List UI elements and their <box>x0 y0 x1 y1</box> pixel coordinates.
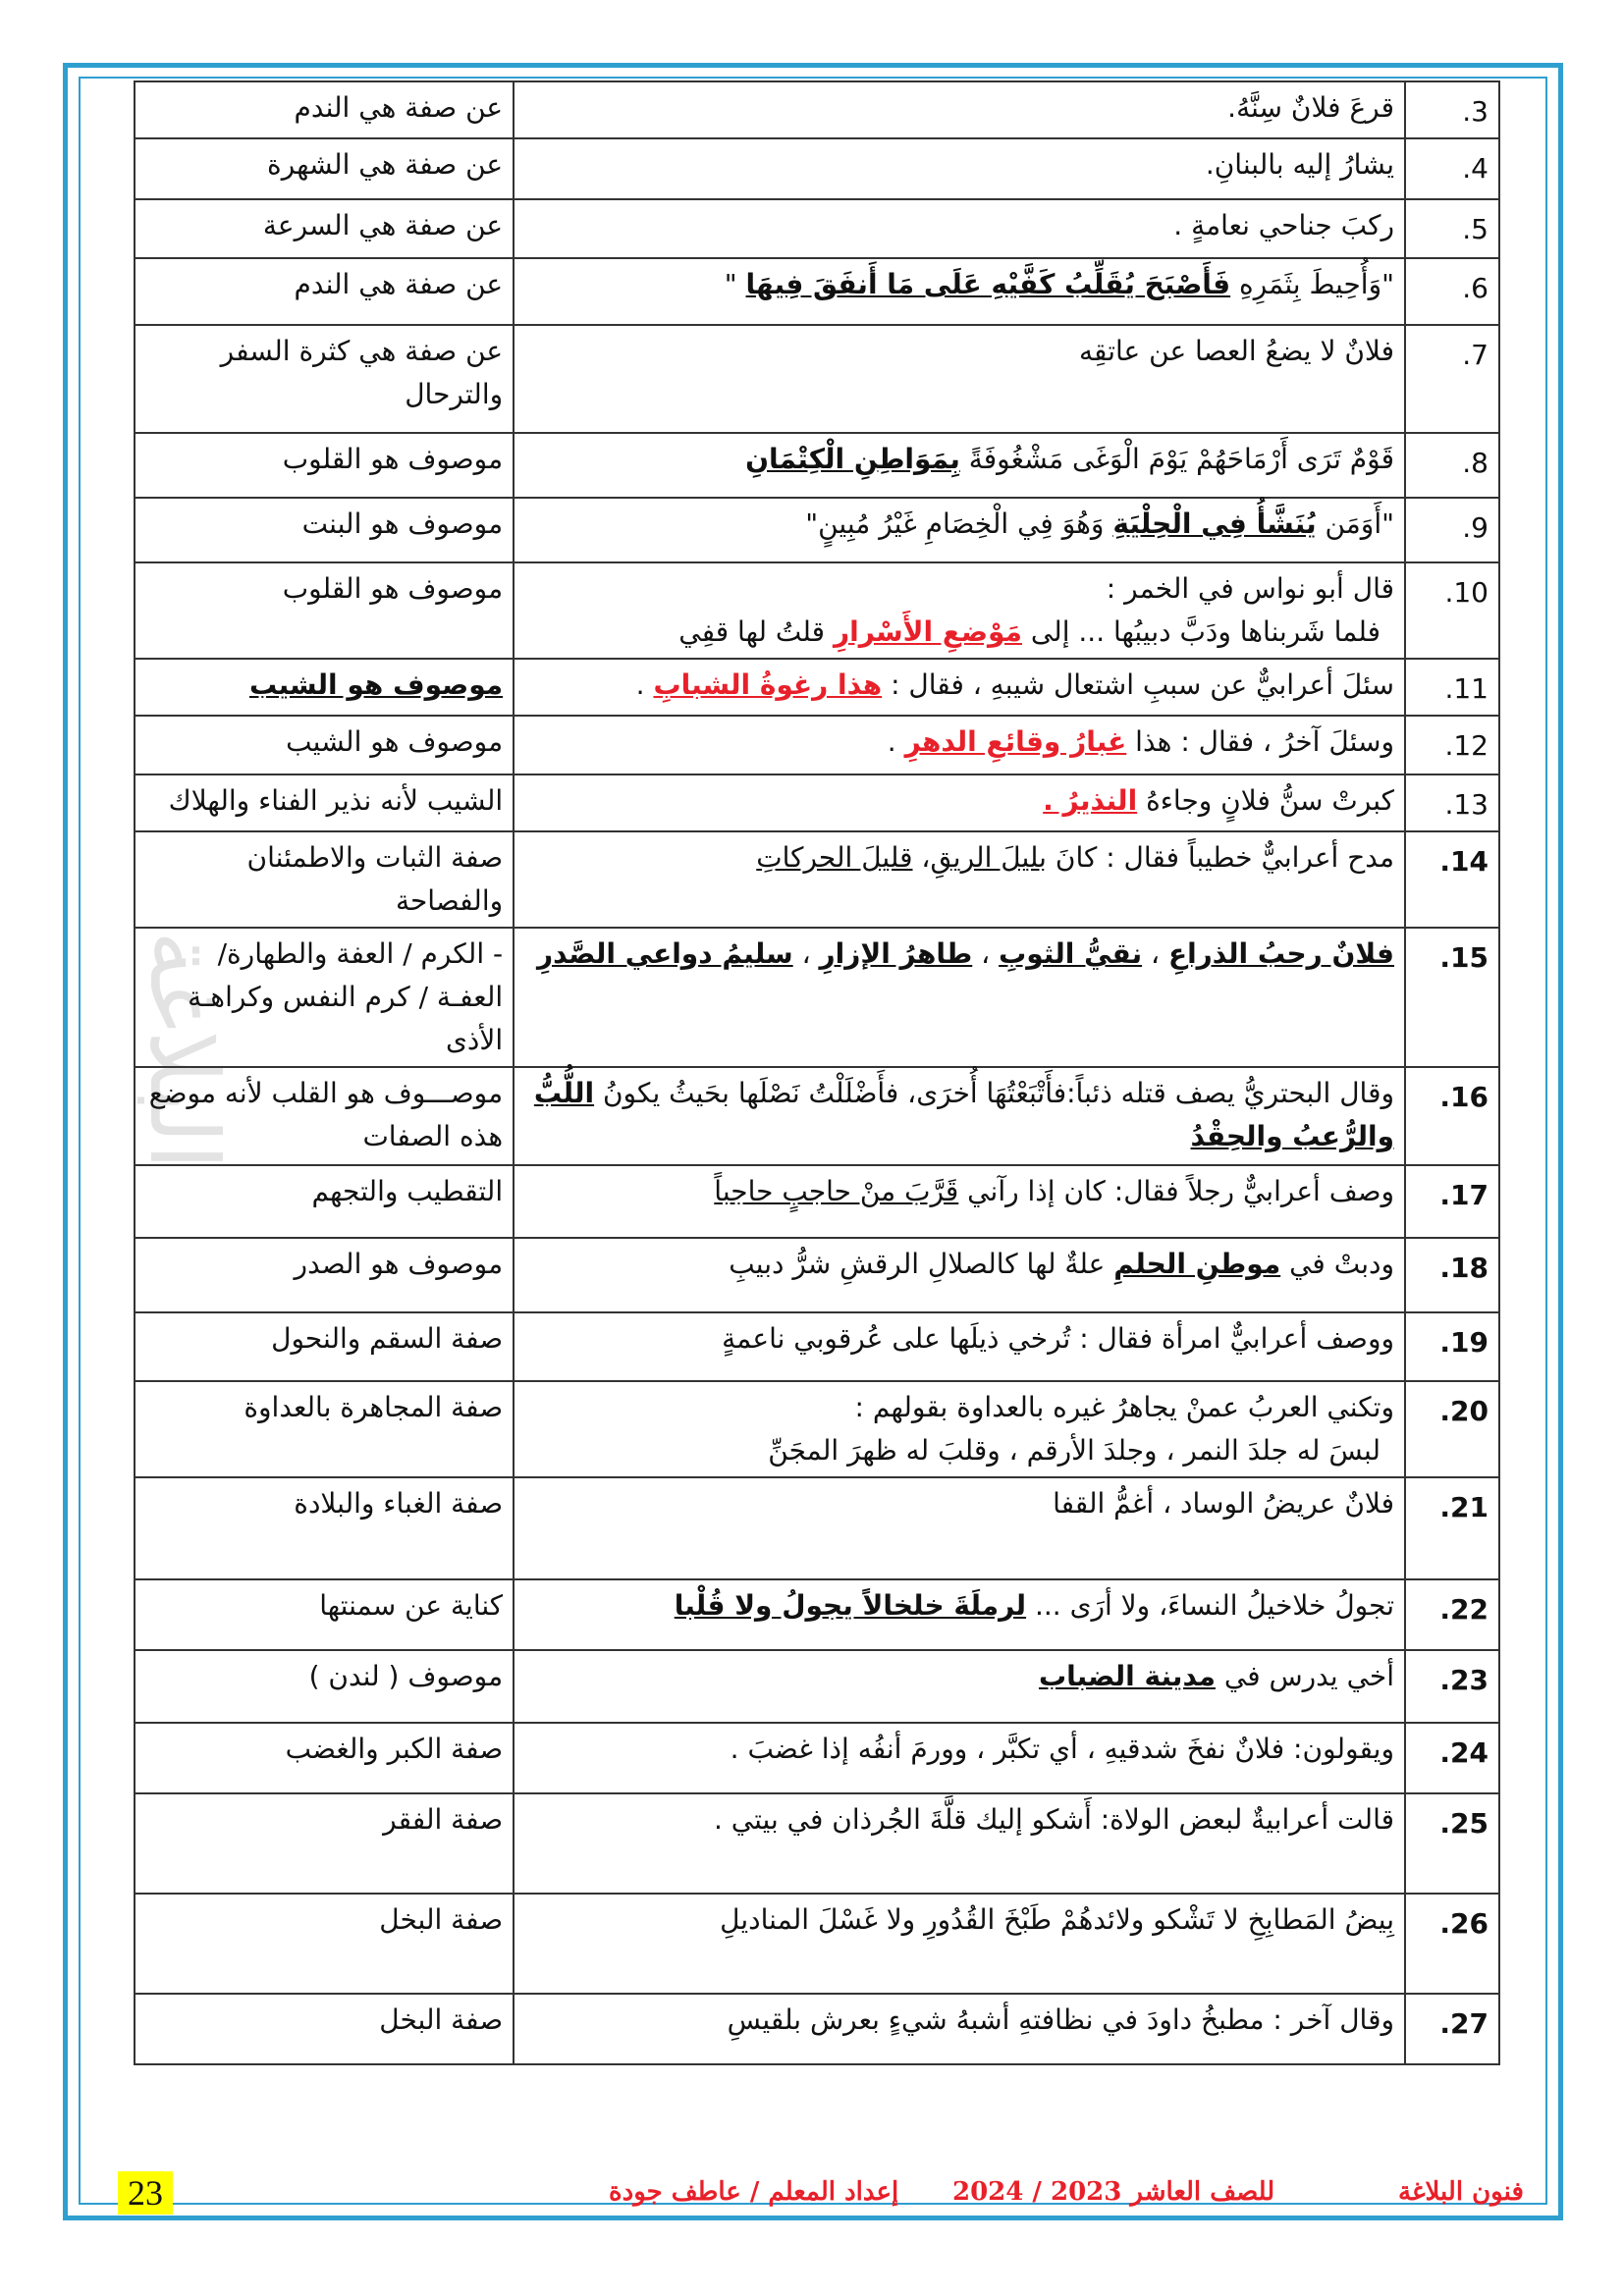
answer-cell <box>135 138 514 199</box>
example-text <box>524 1482 1394 1525</box>
example-text <box>524 1798 1394 1842</box>
example-cell <box>514 1312 1405 1381</box>
row-number: 19. <box>1405 1312 1499 1381</box>
example-text <box>524 143 1394 187</box>
row-number: 13. <box>1405 774 1499 831</box>
answer-cell <box>135 928 514 1067</box>
footer-subject: فنون البلاغة <box>1398 2177 1524 2207</box>
answer-text: موصوف هو القلوب <box>282 572 504 605</box>
example-text <box>524 567 1394 611</box>
example-text <box>524 86 1394 130</box>
row-number: 14. <box>1405 831 1499 928</box>
answer-cell <box>135 1994 514 2064</box>
answer-cell <box>135 1650 514 1723</box>
row-number: 6. <box>1405 258 1499 325</box>
answer-cell <box>135 433 514 498</box>
row-number: 18. <box>1405 1238 1499 1312</box>
row-number: 5. <box>1405 199 1499 258</box>
table-row <box>135 774 1499 831</box>
row-number: 26. <box>1405 1894 1499 1994</box>
example-cell <box>514 325 1405 433</box>
answer-text: صفة السقم والنحول <box>271 1322 504 1355</box>
example-text <box>524 1243 1394 1286</box>
row-number: 24. <box>1405 1723 1499 1793</box>
example-text <box>524 779 1394 823</box>
text-segment: أخي يدرس في <box>1215 1660 1394 1692</box>
example-cell <box>514 1165 1405 1238</box>
answer-text: موصوف ( لندن ) <box>308 1660 504 1692</box>
row-number: 15. <box>1405 928 1499 1067</box>
kinaya-exercises-table <box>134 80 1500 2065</box>
text-segment: فلانٌ عريضُ الوساد ، أغمُّ القفا <box>1053 1487 1394 1520</box>
table-body <box>135 81 1499 2064</box>
answer-text: صفة البخل <box>379 2003 504 2036</box>
highlighted-phrase: هذا رغوةُ الشبابِ <box>653 668 883 701</box>
table-row <box>135 258 1499 325</box>
row-number: 22. <box>1405 1579 1499 1650</box>
answer-text: صفة الثبات والاطمئنان والفصاحة <box>246 841 504 917</box>
text-segment: وسئلَ آخرُ ، فقال : هذا <box>1126 725 1394 758</box>
text-segment: قالت أعرابيةٌ لبعض الولاة: أَشكو إليك قلَّةَ الجُرذان في بيتي . <box>713 1803 1394 1836</box>
example-text <box>524 1728 1394 1771</box>
text-segment: وصف أعرابيٌّ رجلاً فقال: كان إذا رآني <box>958 1175 1394 1207</box>
text-segment: ، <box>972 937 1000 970</box>
example-text-line2 <box>524 1429 1394 1472</box>
example-text <box>524 263 1394 306</box>
table-row <box>135 562 1499 659</box>
example-cell <box>514 1477 1405 1579</box>
example-cell <box>514 1894 1405 1994</box>
text-segment: ودبتْ في <box>1280 1248 1394 1280</box>
example-cell <box>514 562 1405 659</box>
answer-text: كناية عن سمنتها <box>319 1589 504 1622</box>
answer-cell <box>135 562 514 659</box>
example-text <box>524 438 1394 481</box>
text-segment: وقال آخر : مطبخُ داودَ في نظافتهِ أشبهُ شيءٍ بعرش بلقيسِ <box>727 2003 1394 2036</box>
text-segment: ووصف أعرابيٌّ امرأة فقال : تُرخي ذيلَها على عُرقوبي ناعمةٍ <box>722 1322 1394 1355</box>
example-text <box>524 1317 1394 1361</box>
answer-text: موصوف هو القلوب <box>282 443 504 475</box>
answer-text: - الكرم / العفة والطهارة/ العفـة / كرم النفس وكراهـة الأذى <box>188 937 504 1056</box>
example-cell <box>514 928 1405 1067</box>
answer-cell <box>135 1723 514 1793</box>
text-segment: "وَأُحِيطَ بِثَمَرِهِ <box>1230 268 1394 300</box>
text-segment: ، <box>1142 937 1168 970</box>
example-text <box>524 1999 1394 2042</box>
table-row <box>135 1067 1499 1165</box>
table-row <box>135 138 1499 199</box>
text-segment: مدح أعرابيٌّ خطيباً فقال : كانَ <box>1046 841 1394 874</box>
answer-cell <box>135 659 514 716</box>
answer-cell <box>135 81 514 138</box>
answer-cell <box>135 199 514 258</box>
highlighted-phrase: قَرَّبَ منْ حاجبٍ حاجباً <box>714 1175 959 1207</box>
example-text <box>524 1170 1394 1213</box>
row-number: 12. <box>1405 716 1499 774</box>
text-segment: قلتُ لها قفِي <box>678 615 834 648</box>
answer-cell <box>135 1238 514 1312</box>
example-cell <box>514 258 1405 325</box>
table-row <box>135 1723 1499 1793</box>
highlighted-phrase: سليمُ دواعي الصَّدرِ <box>537 937 793 970</box>
answer-cell <box>135 258 514 325</box>
example-text <box>524 330 1394 373</box>
answer-cell <box>135 325 514 433</box>
answer-text: صفة الكبر والغضب <box>285 1733 504 1765</box>
answer-text: عن صفة هي الشهرة <box>267 148 504 181</box>
answer-text: صفة الغباء والبلادة <box>294 1487 504 1520</box>
row-number: 21. <box>1405 1477 1499 1579</box>
row-number: 23. <box>1405 1650 1499 1723</box>
example-cell <box>514 199 1405 258</box>
answer-cell <box>135 498 514 562</box>
example-cell <box>514 1793 1405 1894</box>
example-text <box>524 721 1394 764</box>
example-cell <box>514 716 1405 774</box>
example-text <box>524 1584 1394 1628</box>
text-segment: وَهُوَ فِي الْخِصَامِ غَيْرُ مُبِينٍ" <box>805 507 1113 540</box>
text-segment: سئلَ أعرابيٌّ عن سببِ اشتعال شيبهِ ، فقال : <box>882 668 1394 701</box>
table-row <box>135 716 1499 774</box>
example-cell <box>514 433 1405 498</box>
footer-author: إعداد المعلم / عاطف جودة <box>609 2177 899 2207</box>
table-row <box>135 1579 1499 1650</box>
table-row <box>135 928 1499 1067</box>
row-number: 16. <box>1405 1067 1499 1165</box>
answer-text: موصوف هو الشيب <box>286 725 504 758</box>
table-row <box>135 1994 1499 2064</box>
highlighted-phrase: مدينة الضباب <box>1038 1660 1216 1692</box>
example-text <box>524 1655 1394 1698</box>
table-row <box>135 199 1499 258</box>
highlighted-phrase: يُنَشَّأُ فِي الْحِلْيَةِ <box>1112 507 1317 540</box>
row-number: 10. <box>1405 562 1499 659</box>
watermark: البلاغة <box>129 931 239 1170</box>
row-number: 9. <box>1405 498 1499 562</box>
example-text <box>524 1898 1394 1942</box>
text-segment: فلانٌ لا يضعُ العصا عن عاتقِه <box>1079 335 1394 367</box>
text-segment: ، <box>792 937 820 970</box>
text-segment: ، <box>912 841 931 874</box>
highlighted-phrase: بليلَ الريقِ <box>930 841 1047 874</box>
table-row <box>135 1165 1499 1238</box>
answer-text: عن صفة هي كثرة السفر والترحال <box>220 335 504 410</box>
answer-text: صفة المجاهرة بالعداوة <box>244 1391 504 1423</box>
text-segment: لبسَ له جلدَ النمر ، وجلدَ الأرقم ، وقلبَ له ظهرَ المجَنِّ <box>768 1434 1380 1467</box>
example-text <box>524 1386 1394 1429</box>
answer-cell <box>135 1579 514 1650</box>
text-segment: ركبَ جناحي نعامةٍ . <box>1173 209 1394 241</box>
table-row <box>135 325 1499 433</box>
table-row <box>135 1312 1499 1381</box>
answer-text: موصوف هو البنت <box>301 507 504 540</box>
answer-cell <box>135 1477 514 1579</box>
text-segment: ويقولون: فلانٌ نفخَ شدقيهِ ، أي تكبَّر ، وورمَ أنفُه إذا غضبَ . <box>730 1733 1394 1765</box>
example-text <box>524 1072 1394 1158</box>
example-text <box>524 503 1394 546</box>
table-row <box>135 1894 1499 1994</box>
text-segment: وقال البحتريُّ يصف قتله ذئباً:فأَتْبَعْتُهَا أُخرَى، فأَضْلَلْتُ نَصْلَها بحَيثُ يكونُ <box>594 1077 1394 1109</box>
example-cell <box>514 498 1405 562</box>
row-number: 3. <box>1405 81 1499 138</box>
answer-text: موصوف هو الصدر <box>294 1248 504 1280</box>
highlighted-phrase: قليلَ الحركاتِ <box>756 841 913 874</box>
example-text <box>524 933 1394 976</box>
table-row <box>135 659 1499 716</box>
answer-cell <box>135 774 514 831</box>
page-number: 23 <box>118 2171 173 2215</box>
example-cell <box>514 1579 1405 1650</box>
highlighted-phrase: لرملَةَ خلخالاً يجولُ ولا قُلْبا <box>674 1589 1027 1622</box>
answer-text: عن صفة هي السرعة <box>262 209 504 241</box>
text-segment: بِيضُ المَطابِخِ لا تَشْكو ولائدهُمْ طَبْخَ القُدُورِ ولا غَسْلَ المناديلِ <box>720 1903 1394 1936</box>
table-row <box>135 1477 1499 1579</box>
text-segment: يشارُ إليه بالبنانِ. <box>1205 148 1394 181</box>
table-row <box>135 81 1499 138</box>
highlighted-phrase: غبارُ وقائعِ الدهرِ <box>904 725 1127 758</box>
text-segment: كبرتْ سنُّ فلانٍ وجاءهُ <box>1137 784 1394 817</box>
example-cell <box>514 1650 1405 1723</box>
text-segment: . <box>635 668 654 701</box>
example-cell <box>514 1381 1405 1477</box>
answer-text: الشيب لأنه نذير الفناء والهلاك <box>168 784 504 817</box>
row-number: 11. <box>1405 659 1499 716</box>
table-row <box>135 498 1499 562</box>
row-number: 20. <box>1405 1381 1499 1477</box>
table-row <box>135 1793 1499 1894</box>
highlighted-phrase: بِمَوَاطِنِ الْكِتْمَانِ <box>745 443 960 475</box>
highlighted-phrase: اللُّبُّ والرُّعبُ والحِقْدُ <box>533 1077 1394 1152</box>
row-number: 17. <box>1405 1165 1499 1238</box>
answer-text: عن صفة هي الندم <box>294 91 504 124</box>
text-segment: وتكني العربُ عمنْ يجاهرُ غيره بالعداوة بقولهم : <box>854 1391 1394 1423</box>
example-text <box>524 204 1394 247</box>
highlighted-phrase: موطنِ الحلمِ <box>1113 1248 1281 1280</box>
highlighted-phrase: مَوْضعِ الأَسْرارِ <box>833 615 1022 648</box>
row-number: 7. <box>1405 325 1499 433</box>
text-segment: تجولُ خلاخيلُ النساءَ، ولا أرَى ... <box>1026 1589 1394 1622</box>
text-segment: قال أبو نواس في الخمر : <box>1106 572 1394 605</box>
answer-text: موصـــوف هو القلب لأنه موضع هذه الصفات <box>148 1077 504 1152</box>
answer-text: التقطيب والتجهم <box>311 1175 504 1207</box>
answer-cell <box>135 1793 514 1894</box>
example-cell <box>514 1994 1405 2064</box>
answer-text: صفة البخل <box>379 1903 504 1936</box>
example-cell <box>514 831 1405 928</box>
answer-cell <box>135 1312 514 1381</box>
answer-text: موصوف هو الشيب <box>248 668 504 701</box>
text-segment: علةٌ لها كالصلالِ الرقشِ شرُّ دبيبِ <box>729 1248 1114 1280</box>
example-text <box>524 836 1394 880</box>
example-cell <box>514 1238 1405 1312</box>
row-number: 4. <box>1405 138 1499 199</box>
example-cell <box>514 1723 1405 1793</box>
answer-cell <box>135 1381 514 1477</box>
table-row <box>135 1650 1499 1723</box>
answer-cell <box>135 1165 514 1238</box>
row-number: 25. <box>1405 1793 1499 1894</box>
text-segment: " <box>724 268 746 300</box>
example-text-line2 <box>524 611 1394 654</box>
answer-cell <box>135 1067 514 1165</box>
example-cell <box>514 659 1405 716</box>
table-row <box>135 1238 1499 1312</box>
text-segment: فلما شَربناها ودَبَّ دبيبُها ... إلى <box>1021 615 1380 648</box>
answer-cell <box>135 716 514 774</box>
example-cell <box>514 138 1405 199</box>
example-cell <box>514 1067 1405 1165</box>
answer-text: عن صفة هي الندم <box>294 268 504 300</box>
highlighted-phrase: النذيرُ . <box>1043 784 1138 817</box>
table-row <box>135 433 1499 498</box>
table-row <box>135 1381 1499 1477</box>
footer-grade-year: للصف العاشر 2023 / 2024 <box>952 2177 1275 2207</box>
answer-cell <box>135 1894 514 1994</box>
row-number: 27. <box>1405 1994 1499 2064</box>
answer-text: صفة الفقر <box>383 1803 504 1836</box>
text-segment: قَوْمٌ تَرَى أَرْمَاحَهُمْ يَوْمَ الْوَغَى مَشْغُوفَةً <box>959 443 1394 475</box>
text-segment: قرعَ فلانٌ سِنَّهُ. <box>1227 91 1394 124</box>
example-cell <box>514 81 1405 138</box>
example-cell <box>514 774 1405 831</box>
answer-cell <box>135 831 514 928</box>
row-number: 8. <box>1405 433 1499 498</box>
table-row <box>135 831 1499 928</box>
text-segment: "أَوَمَن <box>1316 507 1394 540</box>
example-text <box>524 664 1394 707</box>
text-segment: . <box>887 725 905 758</box>
highlighted-phrase: نقيُّ الثوبِ <box>999 937 1143 970</box>
highlighted-phrase: فَأَصْبَحَ يُقَلِّبُ كَفَّيْهِ عَلَى مَا أَنفَقَ فِيهَا <box>745 268 1231 300</box>
highlighted-phrase: فلانٌ رحبُ الذراعِ <box>1167 937 1394 970</box>
highlighted-phrase: طاهرُ الإزارِ <box>819 937 973 970</box>
